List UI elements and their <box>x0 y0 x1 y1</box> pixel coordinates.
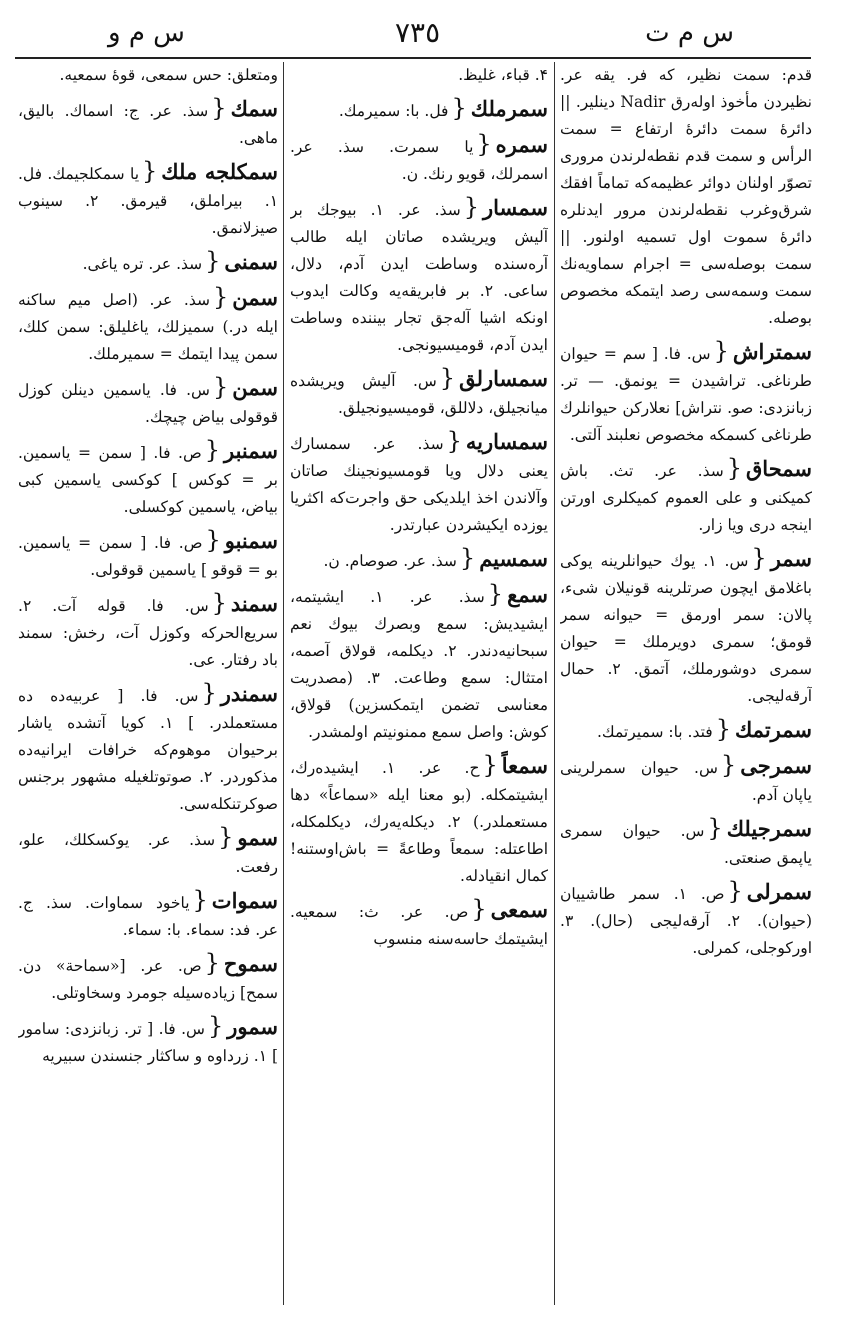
brace-glyph: { <box>487 580 504 608</box>
dictionary-entry <box>290 581 548 746</box>
entry-headword: سمن <box>232 285 278 310</box>
entry-headword: سمر <box>770 546 812 571</box>
entry-headword: سمسار <box>482 195 548 220</box>
entry-definition: فتد. با: سمیرتمك. <box>596 723 713 741</box>
entry-headword: سمساریه <box>465 429 548 454</box>
entry-headword: سمسیم <box>479 546 548 571</box>
brace-glyph: { <box>205 526 221 554</box>
entry-headword: سمك <box>230 96 278 121</box>
brace-glyph: { <box>201 679 217 707</box>
brace-glyph: { <box>218 823 234 851</box>
entry-definition: سذ. عر. ج: اسماك. بالیق، ماهی. <box>18 102 278 147</box>
entry-definition: س. فا. [ سم = حیوان طرناغی. تراشیدن = یونمق. — تر. زبانزدی: صو. نتراش] نعلارکن حیوانلرك طرناغی کسمکه مخصوص نعلبند آلتی. <box>560 345 812 444</box>
entry-headword: سمندر <box>220 681 278 706</box>
brace-glyph: { <box>459 544 476 572</box>
entry-headword: سمع <box>507 582 548 607</box>
entry-definition: ص. عر. [«سماحة» دن. سمح] زیاده‌سیله جومرد وسخاوتلی. <box>18 957 278 1002</box>
brace-glyph: { <box>205 247 221 275</box>
entry-definition: س. فا. [ عربیه‌ده ده مستعملدر. ] ۱. کویا آتشده یاشار برحیوان موهوم‌که خرافات ایرانیه‌ده مذکوردر. ۲. صوتوتلغیله مشهور برجنس صوکرتنکله‌سی. <box>18 687 278 813</box>
dictionary-entry <box>18 590 278 674</box>
brace-glyph: { <box>751 544 767 572</box>
dictionary-entry <box>18 950 278 1007</box>
dictionary-entry <box>18 284 278 368</box>
entry-definition: سذ. عر. ۱. ایشیتمه، ایشیدیش: سمع وبصرك بیوك نعم سبحانیه‌دندر. ۲. دیکلمه، قولاق آصمه، امتثال: سمع وطاعت. ۳. (مصدریت معناسی تضمن ایتمکسزین) قولاق، کوش: واصل سمع ممنونیتم اولمشدر. <box>290 588 548 741</box>
brace-glyph: { <box>482 751 498 779</box>
entry-definition: ح. عر. ۱. ایشیده‌رك، ایشیتمکله. (بو معنا ایله «سماعاً» دها مستعملدر.) ۲. دیکله‌یه‌رك، دیکلمکله، اطاعتله: سمعاً وطاعةً = باش‌اوستنه! کمال انقیادله. <box>290 759 548 885</box>
brace-glyph: { <box>727 877 743 905</box>
entry-definition: یا سمرت. سذ. عر. اسمرلك، قویو رنك. ن. <box>290 138 548 183</box>
page-number: ٧٣٥ <box>395 16 441 49</box>
dictionary-entry <box>18 437 278 521</box>
entry-headword: سمرلی <box>746 879 812 904</box>
entry-definition: س. حیوان سمری یاپمق صنعتی. <box>560 822 812 867</box>
brace-glyph: { <box>726 454 743 482</box>
dictionary-entry <box>290 95 548 125</box>
dictionary-entry <box>560 815 812 872</box>
dictionary-entry <box>560 752 812 809</box>
brace-glyph: { <box>211 94 227 122</box>
brace-glyph: { <box>471 895 487 923</box>
entry-headword: سمحاق <box>746 456 812 481</box>
entry-headword: سمتراش <box>732 339 812 364</box>
entry-definition: س. فا. [ تر. زبانزدی: سامور ] ۱. زرداوه و ساکثار جنسندن سبیریه <box>18 1020 278 1065</box>
entry-definition: سذ. عر. یوکسکلك، علو، رفعت. <box>18 831 278 876</box>
entry-headword: سمرتمك <box>734 717 812 742</box>
brace-glyph: { <box>476 130 492 158</box>
dictionary-entry <box>290 545 548 575</box>
entry-headword: سموات <box>211 888 278 913</box>
brace-glyph: { <box>211 589 227 617</box>
entry-definition: سذ. عر. صوصام. ن. <box>323 552 457 570</box>
dictionary-entry <box>18 824 278 881</box>
dictionary-entry <box>290 365 548 422</box>
dictionary-entry <box>18 374 278 431</box>
entry-definition: س. آلیش ویریشده میانجیلق، دلاللق، قومیسیونجیلق. <box>290 372 548 417</box>
entry-continuation: قدم: سمت نظیر، که فر. یقه عر. نظیردن مأخوذ اوله‌رق Nadir دینلیر. || دائرهٔ سمت دائرهٔ ارتفاع = سمت الرأس و سمت قدم نقطه‌لرندن مروری تصوّر اولنان دوائر عظیمه‌که تماماً افقك شرق‌وغرب نقطه‌لرندن مرور ایدنلره دائرهٔ سموت اول تسمیه اولنور. || سمت بوصله‌سی = اجرام سماویه‌نك سمت وسمه‌سی رصد ایتمكه مخصوص بوصله. <box>560 66 812 327</box>
entry-definition: ص. ۱. سمر طاشییان (حیوان). ۲. آرقه‌لیجی (حال). ۳. اوركوجلی، کمرلی. <box>560 885 812 957</box>
brace-glyph: { <box>720 751 737 779</box>
dictionary-entry <box>18 95 278 152</box>
entry-headword: سمرملك <box>470 96 548 121</box>
dictionary-entry <box>18 680 278 818</box>
brace-glyph: { <box>204 949 220 977</box>
dictionary-entry <box>560 338 812 449</box>
entry-definition: ص. عر. ث: سمعیه. ایشیتمك حاسه‌سنه منسوب <box>290 903 548 948</box>
dictionary-entry <box>290 752 548 890</box>
entry-definition: یاخود سماوات. سذ. ج. عر. فد: سماء. با: سماء. <box>18 894 278 939</box>
dictionary-entry <box>18 1013 278 1070</box>
dictionary-entry <box>560 878 812 962</box>
brace-glyph: { <box>463 193 479 221</box>
brace-glyph: { <box>715 715 731 743</box>
entry-headword: سموح <box>223 951 278 976</box>
entry-headword: سمره <box>495 132 548 157</box>
brace-glyph: { <box>212 373 229 401</box>
dictionary-entry <box>18 158 278 242</box>
entry-definition: س. فا. یاسمین دینلن کوزل قوقولی بیاض چیچك. <box>18 381 278 426</box>
dictionary-entry <box>18 887 278 944</box>
dictionary-entry <box>18 248 278 278</box>
column-divider-right <box>554 62 555 1305</box>
entry-headword: سمنی <box>224 249 278 274</box>
brace-glyph: { <box>142 157 158 185</box>
column-middle <box>290 62 548 1307</box>
entry-definition: یا سمکلجیمك. فل. ۱. بیراملق، قیرمق. ۲. سینوب صیزلانمق. <box>18 165 278 237</box>
column-right <box>560 62 812 1307</box>
entry-definition: فل. با: سمیرمك. <box>338 102 449 120</box>
brace-glyph: { <box>192 886 208 914</box>
header-rule <box>15 57 811 59</box>
entry-headword: سمور <box>227 1014 278 1039</box>
entry-headword: سمرجیلك <box>726 816 812 841</box>
brace-glyph: { <box>707 814 723 842</box>
entry-definition: س. ۱. یوك حیوانلرینه یوکی باغلامق ایچون صرتلرینه قونیلان شیء، پالان: سمر اورمق = حیوانه سمر قومق؛ سمری دویرملك = حیوان سمری دوشورملك، آتمق. ۲. حمال آرقه‌لیجی. <box>560 552 812 705</box>
entry-definition: سذ. عر. تره یاغی. <box>82 255 203 273</box>
brace-glyph: { <box>713 337 729 365</box>
column-divider-left <box>283 62 284 1305</box>
entry-definition: ص. فا. [ سمن = یاسمین. بر = کوکس ] کوکسی یاسمین کبی بیاض، یاسمین کوکسلی. <box>18 444 278 516</box>
entry-headword: سمسارلق <box>459 366 548 391</box>
brace-glyph: { <box>207 1012 224 1040</box>
entry-headword: سمعی <box>490 897 548 922</box>
running-head-left: س م و <box>108 18 185 48</box>
entry-headword: سمنبر <box>224 438 278 463</box>
entry-definition: ص. فا. [ سمن = یاسمین. بو = قوقو ] یاسمین قوقولی. <box>18 534 278 579</box>
entry-headword: سمكلجه ملك <box>161 159 278 184</box>
brace-glyph: { <box>439 364 456 392</box>
entry-continuation: ۴. قباء، غلیظ. <box>458 66 548 84</box>
brace-glyph: { <box>446 427 462 455</box>
dictionary-entry <box>290 896 548 953</box>
brace-glyph: { <box>212 283 229 311</box>
dictionary-entry <box>560 545 812 710</box>
running-head-right: س م ت <box>645 18 734 48</box>
entry-headword: سمنبو <box>224 528 278 553</box>
dictionary-entry <box>290 131 548 188</box>
entry-definition: س. فا. قوله آت. ۲. سریع‌الحرکه وکوزل آت، رخش: سمند باد رفتار. عی. <box>18 597 278 669</box>
entry-headword: سمند <box>230 591 278 616</box>
entry-headword: سمعاً <box>501 753 548 778</box>
brace-glyph: { <box>451 94 467 122</box>
dictionary-entry <box>560 716 812 746</box>
dictionary-entry <box>290 428 548 539</box>
dictionary-entry <box>560 455 812 539</box>
dictionary-entry <box>18 527 278 584</box>
entry-definition: س. حیوان سمرلرینی یاپان آدم. <box>560 759 812 804</box>
entry-headword: سمو <box>237 825 278 850</box>
column-left <box>18 62 278 1307</box>
entry-headword: سمرجی <box>740 753 812 778</box>
entry-headword: سمن <box>232 375 278 400</box>
entry-definition: سذ. عر. تث. باش کمیکنی و علی العموم کمیکلری اورتن اینجه دری ویا زار. <box>560 462 812 534</box>
dictionary-entry <box>290 194 548 359</box>
entry-definition: سذ. عر. ۱. بیوجك بر آلیش ویریشده صاتان ایله طالب آره‌سنده وساطت ایدن آدم، دلال، ساعی. ۲. بر فابریقه‌یه وکالت ایدوب اونکه اشیا آله‌جق تجار بیننده وساطت ایدن آدم، قومیسیونجی. <box>290 201 548 354</box>
entry-definition: سذ. عر. (اصل میم ساکنه ایله در.) سمیزلك، یاغلیلق: سمن کلك، سمن پیدا ایتمك = سمیرملك. <box>18 291 278 363</box>
entry-definition: سذ. عر. سمسارك یعنی دلال ویا قومسیونجینك صاتان وآلاندن اخذ ایلدیکی حق واجرت‌که اکثریا یوزده ایکیشردن عبارتدر. <box>290 435 548 534</box>
brace-glyph: { <box>204 436 220 464</box>
entry-continuation: ومتعلق: حس سمعی، قوهٔ سمعیه. <box>59 66 278 84</box>
